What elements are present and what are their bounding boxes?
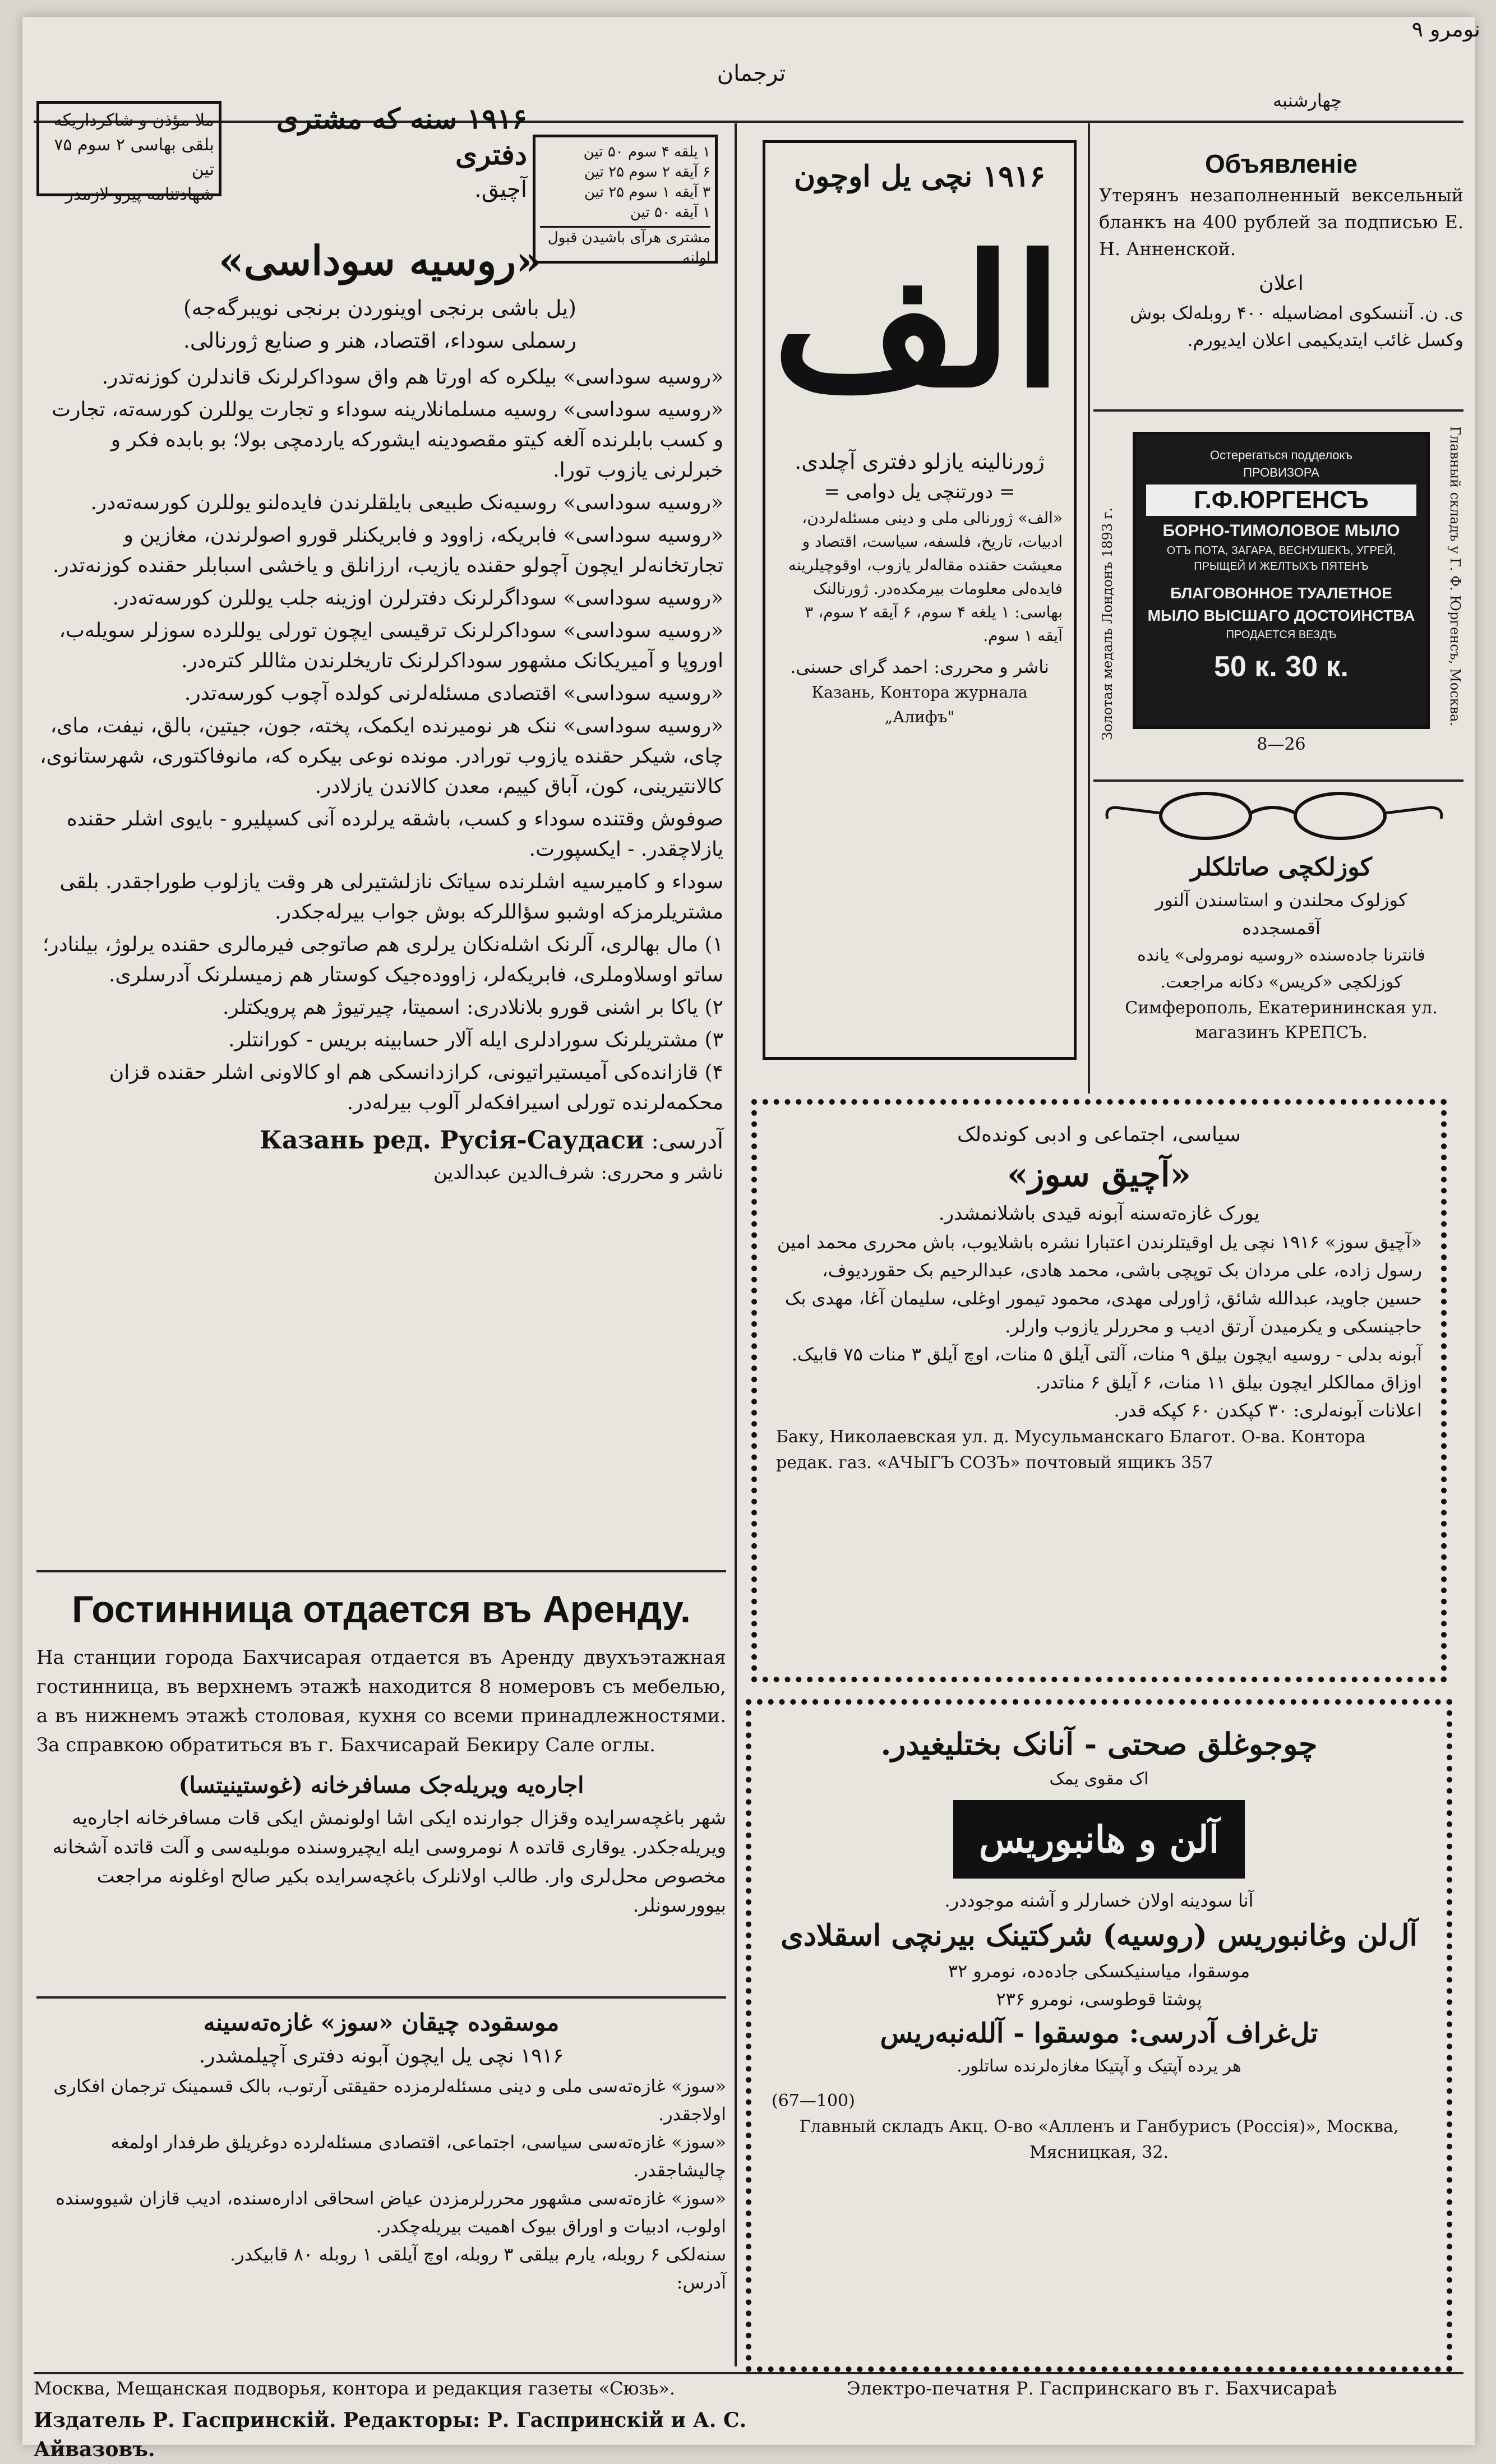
subscription-box-left — [36, 101, 221, 204]
soap-code — [1133, 735, 1430, 763]
soap-side-right — [1435, 426, 1463, 740]
glasses-line4: کوزلکچی «کریس» دکانه مراجعت. — [1160, 972, 1402, 992]
footer-right: Электро-печатня Р. Гаспринскаго въ г. Бахчисараѣ — [847, 2378, 1337, 2399]
year-heading: ۱۹۱۶ سنه که مشتری دفتری — [276, 102, 527, 171]
soz-address-label: آدرس: — [676, 2272, 726, 2293]
alif-body: «الف» ژورنالی ملی و دینی مسئله‌لردن، ادبیات، تاریخ، فلسفه، سیاست، اقتصاد و معیشت حقنده مقاله‌لر یازوب، اوقوچیلرینه فایده‌لی معلومات بیرمکده‌در. ژورنالنک بهاسی: ۱ یلغه ۴ سوم، ۶ آیقه ۲ سوم، ۳ آیقه ۱ سوم. — [788, 509, 1063, 645]
open-label: آچیق. — [474, 177, 527, 202]
allen-tagline: اک مقوی یمک — [1049, 1769, 1149, 1789]
allen-sold: هر یرده آپتیک و آپتیکا مغازه‌لرنده ساتلور. — [957, 2056, 1241, 2076]
article-paragraph: «روسیه سوداسی» فابریکه، زاوود و فابریکنلر قورو اصولرندن، مغازین و تجارتخانه‌لر ایچون آچولو حقنده یازیب، ارزانلق و یاخشی اسبابلر حقنده کوزنه‌تدر. — [52, 524, 723, 577]
article-paragraph: صوفوش وقتنده سوداء و کسب، باشقه یرلرده آنی کسپلیرو - بایوی اشلر حقنده یازلاچقدر. - ایکسپورت. — [66, 808, 723, 861]
achik-soz-ad — [751, 1099, 1447, 1682]
glasses-line1: کوزلوک محلندن و استاسندن آلنور — [1155, 889, 1407, 911]
lost-bill-title: Объявленіе — [1205, 149, 1358, 178]
address-label: آدرسی: — [651, 1128, 723, 1154]
allen-hanburys-ad — [746, 1699, 1452, 2372]
alif-ad — [763, 140, 1077, 1060]
glasses-line2: آقمسجدده — [1242, 917, 1320, 939]
soz-item: «سوز» غازه‌ته‌سی ملی و دینی مسئله‌لرمزده حقیقتی آرتوب، بالک قسمینک ترجمان افکاری اولاجقدر. — [53, 2075, 726, 2125]
soz-item: «سوز» غازه‌ته‌سی مشهور محررلرمزدن عیاض اسحاقی اداره‌سنده، ادیب قازان شیووسنده اولوب، ادبیات و اوراق بیوک اهمیت بیریله‌چکدر. — [56, 2188, 726, 2237]
glasses-ru1: Симферополь, Екатерининская ул. — [1125, 998, 1438, 1018]
soap-price: 50 к. 30 к. — [1214, 650, 1349, 683]
soap-brand: Г.Ф.ЮРГЕНСЪ — [1146, 485, 1416, 516]
achik-title: «آچیق سوز» — [1006, 1155, 1192, 1194]
price-line-3: ۳ آیقه ۱ سوم ۲۵ تین — [584, 184, 710, 201]
lost-bill-text: Утерянъ незаполненный вексельный бланкъ на 400 рублей за подписью Е. Н. Анненской. — [1099, 184, 1463, 260]
hotel-ad — [36, 1581, 726, 1996]
hotel-text: На станции города Бахчисарая отдается въ Аренду двухъэтажная гостинница, въ верхнемъ этажѣ находится 8 номеровъ съ мебелью, а въ нижнемъ этажѣ столовая, кухня со всеми принадлежностями. За справкою обратиться въ г. Бахчисарай Бекиру Сале оглы. — [36, 1646, 726, 1756]
price-footer: مشتری هرآی باشیدن قبول اولنه — [540, 226, 710, 268]
soap-ad — [1099, 426, 1463, 774]
soz-ad — [36, 2005, 726, 2375]
soap-product: БОРНО-ТИМОЛОВОЕ МЫЛО — [1162, 522, 1400, 540]
spectacles-icon — [1099, 785, 1463, 847]
price-line-1: ۱ یلقه ۴ سوم ۵۰ تین — [583, 144, 710, 160]
footer-publisher — [34, 2406, 875, 2461]
allen-ru: Главный складъ Акц. О-во «Алленъ и Ганбурисъ (Россія)», Москва, Мясницкая, 32. — [799, 2117, 1399, 2162]
article-subtitle-2: رسملی سوداء، اقتصاد، هنر و صنایع ژورنالی. — [183, 328, 577, 353]
soap-role: ПРОВИЗОРА — [1243, 465, 1319, 479]
article-numbered-item: ۲) یاکا بر اشنی قورو بلانلادری: اسمیتا، چیرتیوژ هم پرویکتلر. — [222, 996, 723, 1019]
soap-top: Остерегаться подделокъ — [1209, 448, 1353, 462]
soz-item: «سوز» غازه‌ته‌سی سیاسی، اجتماعی، اقتصادی مسئله‌لرده دوغریلق طرفدار اولمغه چالیشاجقدر. — [110, 2131, 726, 2181]
article-subtitle: (یل باشی برنجی اوینوردن برنجی نویبرگه‌جه) — [183, 296, 576, 320]
alif-address: Казань, Контора журнала „Алифъ" — [811, 683, 1028, 726]
article-paragraph: «روسیه سوداسی» روسیه مسلمانلارینه سوداء و تجارت یوللرن کورسه‌ته، تجارت و کسب بابلرنده آلغه کیتو مقصودینه ایشورکه یاردمچی بولا؛ بو بابده فکر و خبرلرنی یازوب تورا. — [52, 398, 723, 482]
masthead-title — [639, 61, 864, 94]
article-paragraph: «روسیه سوداسی» بیلکره که اورتا هم واق سوداکرلرنک قاندلرن کوزنه‌تدر. — [101, 366, 723, 389]
lost-bill-notice — [1099, 146, 1463, 404]
allen-brand-panel — [953, 1800, 1245, 1879]
issue-label: نومرو ۹ — [1411, 17, 1480, 41]
article-publisher: ناشر و محرری: شرف‌الدین عبدالدین — [433, 1161, 723, 1184]
alif-line2: = دورتنچی یل دوامی = — [824, 481, 1015, 503]
allen-brand-label: آلن و هانبوریس — [978, 1817, 1220, 1861]
russia-article-body — [36, 230, 723, 1576]
article-address — [36, 1124, 723, 1158]
footer-address — [34, 2375, 740, 2403]
column-rule-2 — [1088, 123, 1090, 1093]
soap-side-left — [1099, 426, 1127, 740]
hotel-end-rule — [36, 1996, 726, 1999]
alif-logo — [772, 199, 1063, 446]
allen-heading: چوجوغلق صحتی - آنانک بختلیغیدر. — [880, 1726, 1318, 1762]
achik-line3: اعلانات آبونه‌لری: ۳۰ کپکدن ۶۰ کپکه قدر. — [1114, 1400, 1422, 1421]
soap-line: ПРЫЩЕЙ И ЖЕЛТЫХЪ ПЯТЕНЪ — [1194, 560, 1369, 573]
soz-subtitle: ۱۹۱۶ نچی یل ایچون آبونه دفتری آچیلمشدر. — [198, 2045, 564, 2068]
soap-side-right-text: Главный складъ у Г. Ф. Юргенсъ, Москва. — [1447, 426, 1463, 727]
soz-title: موسقوده چیقان «سوز» غازه‌ته‌سینه — [203, 2009, 560, 2036]
footer-rule — [34, 2372, 1463, 2374]
allen-addr2: پوشتا قوطوسی، نومرو ۲۳۶ — [996, 1988, 1202, 2010]
article-paragraphs — [36, 362, 723, 1118]
article-numbered-item: ۱) مال بهالری، آلرنک اشله‌نکان یرلری هم صاتوجی فیرمالری حقنده یرلوژ، بیلنادر؛ ساتو اوسلاوملری، فابریکه‌لر، زاووده‌جیک کوستار هم زمیسلرنک آدرسلری. — [42, 933, 723, 986]
soz-address: Москва, Мещанская подворья, контора и редакция газеты «Сюзь». — [34, 2378, 676, 2399]
hotel-title-tt: اجاره‌یه ویریله‌جک مسافرخانه (غوستینیتسا) — [178, 1772, 584, 1798]
soap-sold: ПРОДАЕТСЯ ВЕЗДѢ — [1226, 629, 1337, 641]
article-numbered-item: ۳) مشتریلرنک سورادلری ایله آلار حسابینه بریس - کورانتلر. — [228, 1028, 723, 1051]
weekday-text: چهارشنبه — [1273, 90, 1342, 111]
sub-line-1: ملا مؤذن و شاکرداریکه — [53, 110, 214, 130]
achik-price: آبونه بدلی - روسیه ایچون بیلق ۹ منات، آلتی آیلق ۵ منات، اوچ آیلق ۳ منات ۷۵ قابیک. — [791, 1344, 1422, 1365]
alif-logo-text: الف — [772, 217, 1063, 427]
glasses-ru2: магазинъ КРЕПСЪ. — [1195, 1023, 1368, 1042]
article-numbered-item: ۴) قازانده‌کی آمیستیراتیونی، کرازدانسکی هم او کالاونی اشلر حقنده قزان محکمه‌لرنده تورلی اسیرافکه‌لر آلوب بیرله‌در. — [109, 1061, 723, 1114]
price-line-2: ۶ آیقه ۲ سوم ۲۵ تین — [584, 164, 710, 181]
article-title: «روسیه سوداسی» — [218, 237, 542, 284]
achik-address: Баку, Николаевская ул. д. Мусульманскаго Благот. О-ва. Контора редак. газ. «АЧЫГЪ СОЗЪ» почтовый ящикъ 357 — [776, 1427, 1366, 1473]
allen-company: آل‌لن وغانبوریس (روسیه) شرکتینک بیرنچی اسقلادی — [781, 1918, 1417, 1953]
allen-body: آنا سودینه اولان خسارلر و آشنه موجوددر. — [944, 1890, 1254, 1911]
glasses-title: کوزلکچی صاتلکلر — [1190, 853, 1372, 882]
alif-heading: ۱۹۱۶ نچی یل اوچون — [793, 159, 1046, 193]
lost-bill-rule — [1093, 409, 1463, 412]
allen-addr1: موسقوا، میاسنیکسکی جاده‌ده، نومرو ۳۲ — [948, 1960, 1250, 1982]
article-paragraph: «روسیه سوداسی» سوداکرلرنک ترقیسی ایچون تورلی یوللرده سوزلر سویله‌ب، اوروپا و آمیریکانک مشهور سوداکرلرنک تاریخلرندن مثاللر کتره‌در. — [59, 619, 723, 672]
weekday — [1273, 90, 1385, 120]
article-paragraph: سوداء و کامیرسیه اشلرنده سیاتک نازلشتیرلی هر وقت یازلوب طوراجقدر. بلقی مشتریلرمزکه اوشبو سؤاللرکه بوش جواب بیرله‌جکدر. — [59, 870, 723, 924]
masthead-title-text: ترجمان — [717, 61, 786, 86]
article-paragraph: «روسیه سوداسی» سوداگرلرنک دفترلرن اوزینه جلب یوللرن کورسه‌ته‌در. — [112, 587, 723, 610]
newspaper-page — [22, 17, 1480, 2461]
glasses-line3: فانترنا جاده‌سنده «روسیه نومرولی» یانده — [1137, 945, 1425, 965]
lost-bill-title-tt: اعلان — [1259, 272, 1304, 295]
glasses-ad — [1099, 785, 1463, 1088]
russia-article-header — [224, 101, 527, 230]
sub-line-2: بلقی بهاسی ۲ سوم ۷۵ تین — [54, 135, 214, 179]
article-paragraph: «روسیه سوداسی» روسیه‌نک طبیعی بایلقلرندن فایده‌لنو یوللرن کورسه‌ته‌در. — [90, 491, 723, 514]
article-paragraph: «روسیه سوداسی» ننک هر نومیرنده ایکمک، پخته، جون، جیتین، بالق، نیفت، مای، چای، شیکر حقنده یازوب تورادر. مونده نوعی بیکره که، مانوفاکتوری، شهرستانوی، کالانتیرینی، کون، آباق کییم، معدن کالاندن یازلادر. — [40, 714, 723, 798]
price-line-4: ۱ آیقه ۵۰ تین — [630, 204, 710, 221]
alif-editor: ناشر و محرری: احمد گرای حسنی. — [790, 656, 1049, 677]
sub-line-3: شهادتنامه پیرو لازمدر — [65, 184, 214, 204]
allen-code: (67—100) — [772, 2091, 855, 2111]
soap-line: ОТЪ ПОТА, ЗАГАРА, ВЕСНУШЕКЪ, УГРЕЙ, — [1166, 545, 1396, 557]
achik-kicker: سیاسی، اجتماعی و ادبی کونده‌لک — [957, 1123, 1241, 1146]
hotel-text-tt: شهر باغچه‌سرایده وقزال جوارنده ایکی اشا اولونمش ایکی قات مسافرخانه اجاره‌یه ویریله‌جکدر. یوقاری قاتده ۸ نومروسی ایله ایچیروسنده موبلیه‌سی و آلت قاتده آشخانه مخصوص محل‌لری وار. طالب اولانلرک باغچه‌سرایده بکیر صالح اوغلونه مراجعت بیوورسونلر. — [52, 1807, 726, 1917]
article-paragraph: «روسیه سوداسی» اقتصادی مسئله‌لرنی کولده آچوب کورسه‌تدر. — [184, 682, 723, 705]
soap-label — [1133, 432, 1430, 729]
alif-subtitle: ژورنالینه یازلو دفتری آچلدی. — [795, 449, 1045, 474]
lost-bill-text-tt: ی. ن. آننسکوی امضاسیله ۴۰۰ روبله‌لک بوش وکسل غائب ایتدیکیمی اعلان ایدیورم. — [1130, 302, 1463, 350]
hotel-title: Гостинница отдается въ Аренду. — [72, 1588, 691, 1631]
soap-subtitle: БЛАГОВОННОЕ ТУАЛЕТНОЕ МЫЛО ВЫСШАГО ДОСТОИНСТВА — [1147, 584, 1415, 624]
soz-price: سنه‌لکی ۶ روبله، یارم بیلقی ۳ روبله، اوچ آیلقی ۱ روبله ۸۰ قابیکدر. — [230, 2244, 726, 2265]
article-end-rule — [36, 1570, 726, 1572]
issue-number — [1357, 17, 1480, 50]
achik-sub: یورک غازه‌ته‌سنه آبونه قیدی باشلانمشدر. — [938, 1202, 1260, 1225]
column-rule-1 — [735, 123, 737, 2366]
footer-left: Издатель Р. Гаспринскій. Редакторы: Р. Гаспринскій и А. С. Айвазовъ. — [34, 2408, 747, 2461]
soap-side-left-text: Золотая медаль Лондонъ 1893 г. — [1100, 507, 1115, 740]
footer-printer — [847, 2375, 1463, 2403]
allen-telegraph: تل‌غراف آدرسی: موسقوا - آلله‌نبه‌ریس — [880, 2018, 1318, 2049]
soap-code-text: 8—26 — [1257, 735, 1306, 754]
soap-rule — [1093, 779, 1463, 782]
address-ru: Казань ред. Русія-Саудаси — [259, 1126, 644, 1155]
achik-body: «آچیق سوز» ۱۹۱۶ نچی یل اوقیتلرندن اعتبارا نشره باشلایوب، باش محرری محمد امین رسول زاده، علی مردان بک توپچی باشی، محمد هادی، عبدالرحیم بک حقوردیوف، حسین جاوید، عبدالله شائق، ژاورلی مهدی، محمود تیمور اوغلی، سلیمان آغا، مهدی بک حاجینسکی و یکرمیدن آرتق ادیب و محررلر یازوب وارلر. — [777, 1231, 1422, 1337]
achik-price2: اوزاق ممالکلر ایچون بیلق ۱۱ منات، ۶ آیلق ۶ مناتدر. — [1035, 1372, 1422, 1393]
